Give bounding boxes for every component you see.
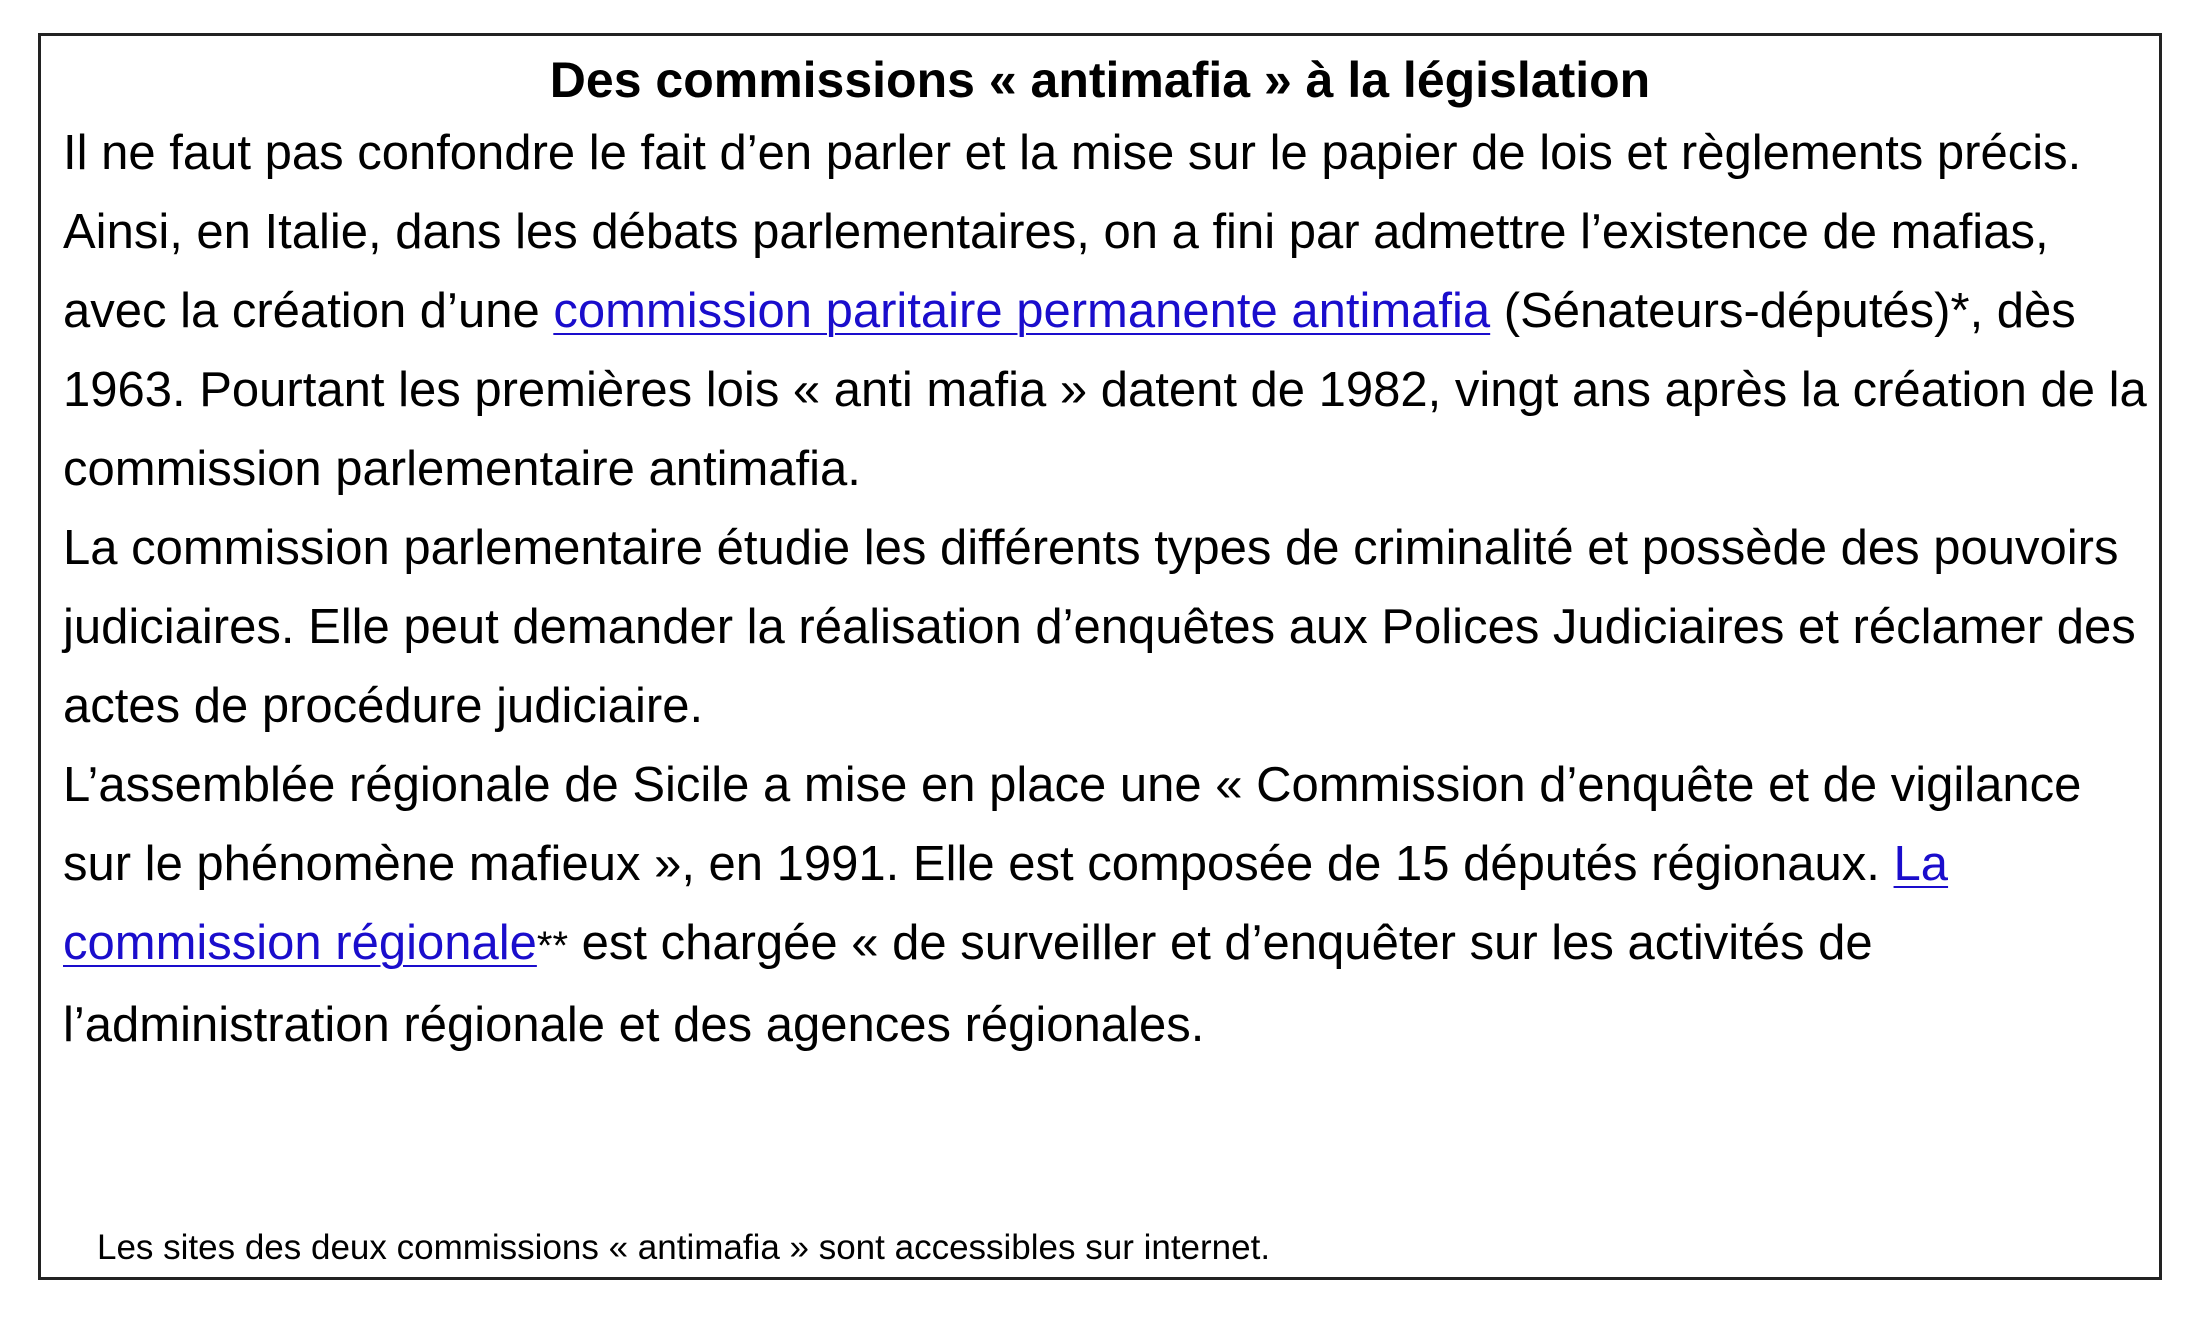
document-title: Des commissions « antimafia » à la législation xyxy=(549,52,1651,108)
paragraph-sicily-commission xyxy=(63,746,2153,1065)
link-commission-paritaire[interactable]: commission paritaire permanente antimafia xyxy=(553,284,1491,338)
paragraph-1-text-end: (Sénateurs-députés)*, dès 1963. Pourtant les premières lois « anti mafia » datent de 1982, vingt ans après la création de la commission parlementaire antimafia. xyxy=(63,284,2147,496)
paragraph-1-text-start: Il ne faut pas confondre le fait d’en parler et la mise sur le papier de lois et règlements précis. Ainsi, en Italie, dans les débats parlementaires, on a fini par admettre l’existence de mafias, avec la création d’une xyxy=(63,126,2082,338)
paragraph-3-text-start: L’assemblée régionale de Sicile a mise en place une « Commission d’enquête et de vigilance sur le phénomène mafieux », en 1991. Elle est composée de 15 députés régionaux. xyxy=(63,758,2082,891)
paragraph-parliamentary-commission: La commission parlementaire étudie les différents types de criminalité et possède des pouvoirs judiciaires. Elle peut demander la réalisation d’enquêtes aux Polices Judiciaires et réclamer des actes de procédure judiciaire. xyxy=(63,521,2136,733)
paragraph-commission-history xyxy=(63,114,2153,509)
footnote-text: Les sites des deux commissions « antimafia » sont accessibles sur internet. xyxy=(97,1228,1271,1267)
paragraph-3-text-end: est chargée « de surveiller et d’enquêter sur les activités de l’administration régionale et des agences régionales. xyxy=(63,916,1873,1052)
link-commission-regionale[interactable]: La commission régionale xyxy=(63,837,1949,970)
document-body xyxy=(63,114,2153,1065)
text-box xyxy=(38,33,2162,1280)
footnote-marker: ** xyxy=(536,924,569,968)
